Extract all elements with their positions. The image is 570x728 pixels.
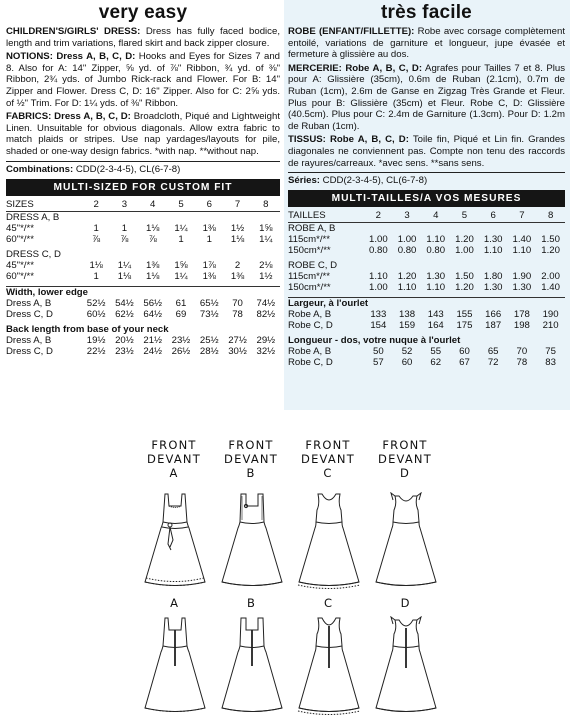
dress-group-label: ROBE C, D: [288, 260, 338, 272]
table-row: [288, 309, 565, 320]
dress-d-back-drawing: [371, 616, 441, 720]
row-label: Robe A, B: [288, 346, 332, 358]
table-row: [288, 320, 565, 331]
table-cell: 1.80: [483, 271, 503, 283]
table-cell: 166: [485, 309, 502, 321]
table-cell: 2: [234, 259, 241, 271]
table-cell: 62: [430, 357, 442, 369]
table-cell: 1⅜: [202, 222, 216, 234]
table-cell: 1¼: [174, 222, 188, 234]
size-header-cell: 6: [490, 210, 496, 222]
table-cell: 82½: [256, 308, 276, 320]
table-cell: 52½: [86, 297, 106, 309]
fabrics-text: Broadcloth, Piqué and Lightweight Linen. Unsuitable for obvious diagonals. Allow extra fabric to match plaids or stripes. Use nap yardages/layouts for pile, shaded or one-way design fabrics. *with nap. **without nap.: [6, 111, 280, 157]
fabrics-label: FABRICS: Dress A, B, C, D:: [6, 111, 131, 123]
table-cell: 0.80: [369, 245, 388, 257]
notions-text: Agrafes pour Tailles 7 et 8. Plus pour A: Glissière (35cm), 0.6m de Ruban (2.1cm), 0.7m de Ruban (1cm), 2.6m de Ganse en Zigzag Très Grande et Fleur. Plus pour B: Glissière (35cm) et Fleur. Robe C, D: Glissière (40.5cm). Plus pour C: 2.4m de Garniture (1.3cm). Pour D: 1.2m de Ruban (1cm).: [288, 62, 565, 132]
size-header-cell: 3: [121, 198, 128, 210]
table-cell: 198: [513, 320, 530, 332]
table-row: [6, 298, 280, 309]
dress-group-row: [288, 260, 565, 271]
row-label: 150cm*/**: [288, 245, 331, 257]
size-header-cell: 2: [93, 198, 99, 210]
table-cell: 1.30: [512, 282, 532, 294]
table-row: [6, 223, 280, 234]
table-cell: 25½: [199, 334, 219, 346]
table-cell: 159: [399, 320, 416, 332]
table-cell: 0.80: [397, 245, 417, 257]
table-cell: 1: [93, 270, 99, 282]
table-cell: 22½: [86, 345, 106, 357]
front-word: FRONT: [151, 438, 197, 452]
combinations-label: Séries:: [288, 175, 320, 187]
table-cell: 1.30: [483, 282, 503, 294]
front-label-b: [211, 438, 291, 480]
sizes-label: SIZES: [6, 198, 34, 210]
table-cell: 56½: [143, 297, 163, 309]
front-label-d: [365, 438, 445, 480]
description-label: CHILDREN'S/GIRLS' DRESS:: [6, 26, 141, 37]
table-cell: 73½: [199, 308, 219, 320]
table-row: [288, 234, 565, 245]
french-description: [288, 26, 565, 61]
dress-group-label: ROBE A, B: [288, 223, 565, 235]
table-row: [6, 309, 280, 320]
table-row: [288, 357, 565, 368]
row-label: Dress C, D: [6, 345, 53, 357]
table-cell: 27½: [228, 334, 247, 346]
front-label-c: [288, 438, 368, 480]
size-header-cell: 6: [206, 198, 212, 210]
dress-group-row: [6, 211, 280, 223]
table-cell: 1⅛: [89, 259, 103, 271]
table-cell: 54½: [115, 297, 134, 309]
table-cell: 1½: [230, 222, 245, 234]
row-label: 60"*/**: [6, 270, 34, 282]
table-cell: ⅞: [120, 233, 129, 245]
table-cell: 32½: [256, 345, 276, 357]
table-cell: 24½: [143, 345, 163, 357]
dress-group-label: DRESS C, D: [6, 248, 61, 260]
french-notions: [288, 63, 565, 133]
table-cell: 29½: [256, 334, 276, 346]
table-cell: 28½: [199, 345, 219, 357]
table-cell: 1.20: [397, 271, 417, 283]
table-cell: 74½: [256, 297, 276, 309]
table-cell: 1⅛: [230, 233, 245, 245]
table-cell: 133: [370, 309, 387, 321]
table-cell: 26½: [171, 345, 191, 357]
section-title: Width, lower edge: [6, 286, 280, 298]
table-cell: 1.50: [455, 271, 474, 283]
table-cell: 1⅝: [259, 222, 273, 234]
table-cell: 52: [401, 346, 413, 358]
table-cell: 1.20: [541, 245, 560, 257]
table-cell: 1½: [259, 270, 273, 282]
table-cell: ⅞: [148, 233, 157, 245]
back-label-a: A: [170, 596, 178, 610]
size-header-cell: 7: [234, 198, 241, 210]
table-cell: 164: [427, 320, 444, 332]
french-fabrics: [288, 134, 565, 169]
table-cell: 1.40: [512, 234, 532, 246]
section-title-row: [288, 335, 565, 346]
section-title: Longueur - dos, votre nuque à l'ourlet: [288, 335, 461, 347]
french-combinations: [288, 175, 565, 187]
table-cell: 1.00: [455, 245, 474, 257]
table-cell: 83: [545, 357, 556, 369]
english-column: [0, 0, 284, 410]
size-header-cell: 8: [263, 198, 269, 210]
table-cell: 1.20: [455, 282, 474, 294]
row-label: 115cm*/**: [288, 271, 330, 283]
table-row: [6, 234, 280, 245]
table-cell: 175: [456, 320, 473, 332]
table-cell: 78: [516, 357, 528, 369]
size-header-cell: 7: [519, 210, 525, 222]
devant-word: DEVANT: [378, 452, 432, 466]
multi-tailles-bar: MULTI-TAILLES/A VOS MESURES: [288, 190, 565, 207]
table-cell: 154: [370, 320, 387, 332]
table-cell: 1⅛: [117, 270, 132, 282]
sizes-label: TAILLES: [288, 210, 326, 222]
table-cell: 190: [542, 309, 559, 321]
description-label: ROBE (ENFANT/FILLETTE):: [288, 26, 415, 37]
table-cell: 1¼: [259, 233, 273, 245]
size-header-cell: 8: [547, 210, 554, 222]
french-heading: très facile: [381, 2, 472, 23]
view-letter: C: [323, 466, 333, 480]
table-cell: 64½: [143, 308, 163, 320]
table-cell: 60: [401, 357, 413, 369]
table-cell: 1: [178, 233, 184, 245]
table-cell: 1⅞: [202, 259, 216, 271]
table-cell: 65½: [199, 297, 219, 309]
table-row: [288, 282, 565, 293]
dress-d-front-drawing: [371, 492, 441, 594]
devant-word: DEVANT: [147, 452, 201, 466]
sizes-header-row: [288, 209, 565, 223]
french-metrage-table: [288, 209, 565, 368]
dress-b-front-drawing: [217, 492, 287, 594]
section-title-row: [6, 286, 280, 298]
english-fabrics: [6, 111, 280, 157]
front-word: FRONT: [228, 438, 274, 452]
row-label: 150cm*/**: [288, 282, 331, 294]
table-cell: 78: [232, 308, 243, 320]
dress-c-back-drawing: [294, 616, 364, 720]
front-word: FRONT: [382, 438, 428, 452]
size-header-cell: 3: [404, 210, 410, 222]
table-cell: 1.30: [426, 271, 446, 283]
row-label: Robe C, D: [288, 357, 333, 369]
notions-text: Hooks and Eyes for Sizes 7 and 8. Also for A: 14" Zipper, ⅝ yd. of ⅞" Ribbon, ¾ yd. of ⅜" Ribbon, 2¾ yds. of Jumbo Rick-rack and Flower. For B: 14" Zipper and Flower. Dress C, D: 16" Zipper. Also for C: 2⅝ yds. of ½" Trim. For D: 1¼ yds. of ⅜" Ribbon.: [6, 51, 280, 109]
table-cell: 70: [232, 297, 243, 309]
table-row: [288, 245, 565, 256]
front-word: FRONT: [305, 438, 351, 452]
table-cell: 1.10: [426, 282, 446, 294]
sizes-header-row: [6, 198, 280, 212]
table-cell: 60: [459, 346, 470, 358]
section-title-row: [288, 298, 565, 310]
dress-c-front-drawing: [294, 492, 364, 594]
row-label: 115cm*/**: [288, 234, 330, 246]
table-cell: 1.10: [483, 245, 503, 257]
row-label: 45"*/**: [6, 222, 34, 234]
table-cell: 1.10: [397, 282, 417, 294]
section-title: Largeur, à l'ourlet: [288, 298, 565, 310]
table-cell: 143: [427, 309, 444, 321]
back-label-d: D: [400, 596, 410, 610]
english-notions: [6, 51, 280, 109]
table-cell: 19½: [86, 334, 106, 346]
table-cell: 1.90: [512, 271, 532, 283]
table-row: [6, 260, 280, 271]
row-label: 45"*/**: [6, 259, 34, 271]
row-label: Dress C, D: [6, 308, 53, 320]
back-label-b: B: [247, 596, 255, 610]
table-cell: 21½: [143, 334, 163, 346]
row-label: Robe A, B: [288, 309, 332, 321]
table-cell: 1.00: [369, 282, 388, 294]
table-row: [6, 346, 280, 357]
table-cell: 23½: [171, 334, 191, 346]
row-label: 60"*/**: [6, 233, 34, 245]
fabrics-text: Toile fin, Piqué et Lin fin. Grandes diagonales ne conviennent pas. Compte non tenu des raccords de rayures/carreaux. *avec sens. **sans sens.: [288, 134, 565, 169]
fabrics-label: TISSUS: Robe A, B, C, D:: [288, 134, 409, 146]
size-header-cell: 2: [375, 210, 382, 222]
table-cell: 138: [399, 309, 416, 321]
divider: [6, 161, 280, 162]
table-cell: 1.10: [426, 234, 446, 246]
back-label-c: C: [323, 596, 333, 610]
dress-a-front-drawing: [140, 492, 210, 594]
table-row: [288, 346, 565, 357]
table-cell: 210: [542, 320, 559, 332]
table-cell: 60½: [86, 308, 106, 320]
table-cell: 1⅝: [174, 259, 188, 271]
table-cell: 1.10: [512, 245, 532, 257]
table-cell: 1⅛: [146, 270, 160, 282]
table-cell: 69: [175, 308, 187, 320]
view-letter: A: [169, 466, 179, 480]
table-cell: 178: [513, 309, 530, 321]
table-cell: 1⅜: [146, 259, 160, 271]
table-cell: 61: [175, 297, 187, 309]
table-cell: 187: [485, 320, 502, 332]
table-cell: 62½: [115, 308, 134, 320]
table-cell: 0.80: [426, 245, 446, 257]
table-cell: 1: [121, 222, 128, 234]
french-column: [284, 0, 570, 410]
front-label-a: [134, 438, 214, 480]
table-cell: 1¼: [117, 259, 132, 271]
table-cell: 1: [206, 233, 212, 245]
table-cell: 1.00: [369, 234, 388, 246]
table-cell: 55: [430, 346, 442, 358]
table-cell: 1⅜: [230, 270, 245, 282]
multi-sized-bar: MULTI-SIZED FOR CUSTOM FIT: [6, 179, 280, 196]
english-description: [6, 26, 280, 49]
view-letter: B: [246, 466, 256, 480]
size-header-cell: 4: [150, 198, 156, 210]
table-cell: 1⅜: [202, 270, 216, 282]
table-cell: 50: [373, 346, 384, 358]
english-yardage-table: [6, 198, 280, 357]
row-label: Dress A, B: [6, 334, 52, 346]
table-cell: 65: [487, 346, 499, 358]
table-cell: 1¼: [174, 270, 188, 282]
table-cell: 155: [456, 309, 473, 321]
view-letter: D: [399, 466, 411, 480]
table-cell: 1.10: [369, 271, 388, 283]
table-cell: 1.50: [541, 234, 560, 246]
row-label: Dress A, B: [6, 297, 52, 309]
table-cell: 57: [373, 357, 384, 369]
table-cell: 1.00: [397, 234, 417, 246]
table-cell: 1⅛: [146, 222, 160, 234]
table-cell: 67: [459, 357, 470, 369]
table-cell: 1.40: [541, 282, 560, 294]
dress-a-back-drawing: [140, 616, 210, 720]
table-cell: 1: [93, 222, 99, 234]
section-title-row: [6, 324, 280, 335]
table-cell: 1.30: [483, 234, 503, 246]
table-cell: 20½: [115, 334, 134, 346]
size-header-cell: 5: [178, 198, 184, 210]
size-header-cell: 5: [461, 210, 468, 222]
table-cell: 75: [545, 346, 556, 358]
table-cell: 23½: [115, 345, 134, 357]
technical-drawings: [0, 410, 570, 728]
notions-label: MERCERIE: Robe A, B, C, D:: [288, 62, 423, 74]
description-text: Robe avec corsage complètement entoilé, variations de garniture et longueur, jupe évasée et fermeture à glissière au dos.: [288, 26, 565, 61]
table-cell: 2.00: [541, 271, 560, 283]
devant-word: DEVANT: [301, 452, 355, 466]
dress-group-row: [288, 223, 565, 235]
devant-word: DEVANT: [224, 452, 278, 466]
row-label: Robe C, D: [288, 320, 333, 332]
table-cell: 1.20: [455, 234, 474, 246]
dress-group-row: [6, 249, 280, 260]
english-combinations: [6, 164, 280, 176]
table-row: [288, 271, 565, 282]
table-cell: ⅞: [92, 233, 101, 245]
combinations-value: CDD(2-3-4-5), CL(6-7-8): [75, 163, 181, 175]
table-cell: 30½: [228, 345, 247, 357]
description-text: Dress has fully faced bodice, length and trim variations, flared skirt and back zipper closure.: [6, 26, 280, 49]
dress-b-back-drawing: [217, 616, 287, 720]
combinations-label: Combinations:: [6, 163, 74, 175]
table-cell: 2⅛: [259, 259, 273, 271]
size-header-cell: 4: [433, 210, 439, 222]
table-cell: 70: [516, 346, 528, 358]
english-heading: very easy: [98, 2, 188, 23]
table-cell: 72: [487, 357, 499, 369]
combinations-value: CDD(2-3-4-5), CL(6-7-8): [322, 175, 428, 187]
notions-label: NOTIONS: Dress A, B, C, D:: [6, 51, 136, 63]
divider: [288, 172, 565, 173]
table-row: [6, 271, 280, 282]
table-row: [6, 335, 280, 346]
section-title: Back length from base of your neck: [6, 323, 169, 335]
dress-group-label: DRESS A, B: [6, 211, 280, 223]
